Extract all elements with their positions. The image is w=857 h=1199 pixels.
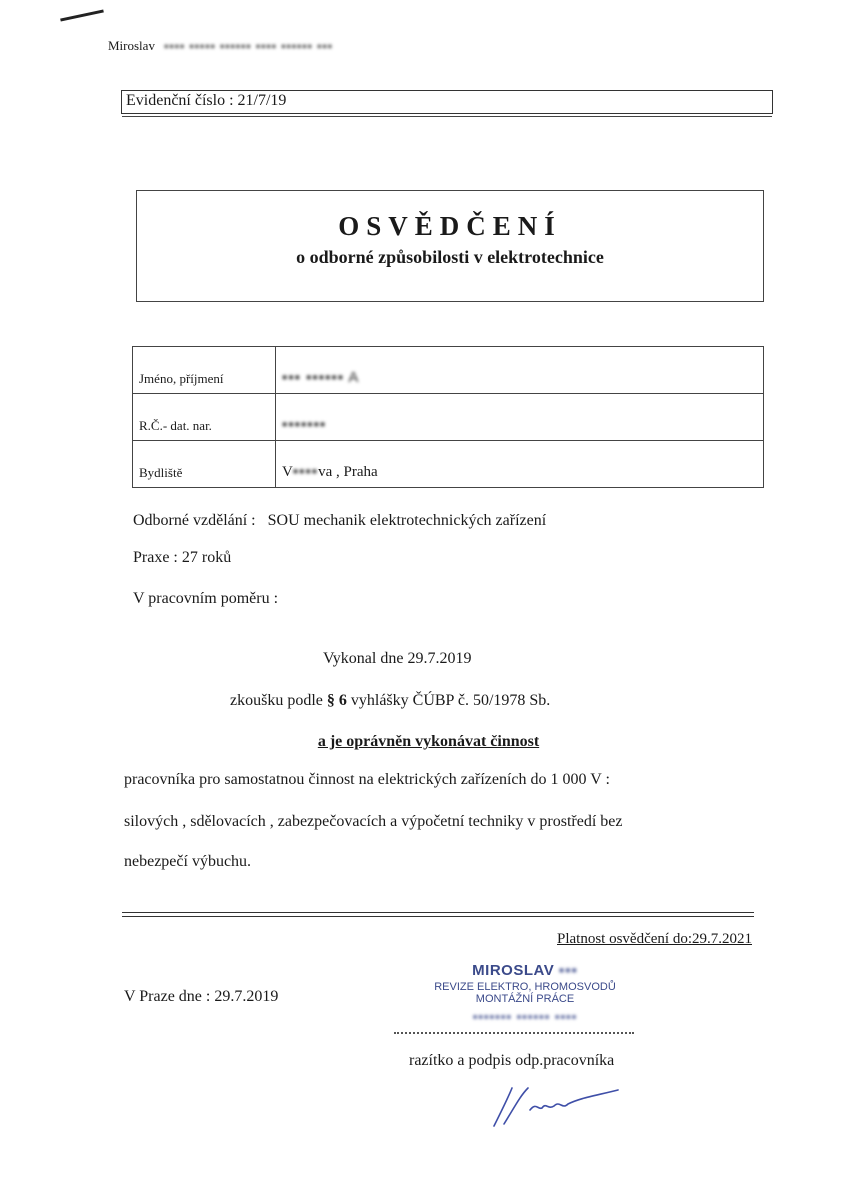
company-stamp: MIROSLAV ▪▪▪ REVIZE ELEKTRO, HROMOSVODŮ MONTÁŽNÍ PRÁCE ▪▪▪▪▪▪▪ ▪▪▪▪▪▪ ▪▪▪▪ xyxy=(434,962,616,1024)
top-pen-mark xyxy=(60,9,104,21)
evidence-number-box xyxy=(121,90,773,114)
residence-label: Bydliště xyxy=(133,441,276,488)
education-value: SOU mechanik elektrotechnických zařízení xyxy=(267,512,547,529)
table-row xyxy=(133,394,764,441)
handwritten-signature xyxy=(484,1080,624,1130)
name-label: Jméno, příjmení xyxy=(133,347,276,394)
table-row xyxy=(133,441,764,488)
praxe-label: Praxe : xyxy=(133,549,178,566)
praxe-value: 27 xyxy=(181,549,198,566)
title-box xyxy=(136,190,764,302)
birth-value: ▪▪▪▪▪▪▪ xyxy=(276,394,764,441)
personal-data-table xyxy=(132,346,764,488)
birth-label: R.Č.- dat. nar. xyxy=(133,394,276,441)
exam-date-line: Vykonal dne 29.7.2019 xyxy=(323,650,472,667)
evidence-label: Evidenční číslo : xyxy=(126,92,234,109)
header-name xyxy=(108,38,333,54)
header-first-name: Miroslav xyxy=(108,38,155,53)
authorization-line-2: silových , sdělovacích , zabezpečovacích a výpočetní techniky v prostředí bez xyxy=(124,813,623,830)
table-row xyxy=(133,347,764,394)
header-redacted: ▪▪▪▪ ▪▪▪▪▪ ▪▪▪▪▪▪ ▪▪▪▪ ▪▪▪▪▪▪ ▪▪▪ xyxy=(164,39,333,53)
authorization-line-1: pracovníka pro samostatnou činnost na elektrických zařízeních do 1 000 V : xyxy=(124,771,610,788)
place-date-line: V Praze dne : 29.7.2019 xyxy=(124,988,279,1005)
document-subtitle: o odborné způsobilosti v elektrotechnice xyxy=(296,247,604,267)
authorization-line-3: nebezpečí výbuchu. xyxy=(124,853,252,870)
education-label: Odborné vzdělání : xyxy=(133,512,256,529)
document-title: OSVĚDČENÍ xyxy=(338,211,562,241)
exam-date: 29.7.2019 xyxy=(407,650,472,667)
praxe-unit: roků xyxy=(201,549,232,566)
place-date-value: 29.7.2019 xyxy=(214,988,279,1005)
residence-value: V▪▪▪▪va , Praha xyxy=(276,441,764,488)
exam-paragraph: § 6 xyxy=(326,692,347,709)
signature-dotted-line xyxy=(394,1032,634,1035)
education-line xyxy=(133,512,546,530)
authorization-heading: a je oprávněn vykonávat činnost xyxy=(317,733,540,750)
employment-line: V pracovním poměru : xyxy=(133,590,279,607)
validity-date: Platnost osvědčení do:29.7.2021 xyxy=(557,931,752,947)
signature-caption: razítko a podpis odp.pracovníka xyxy=(409,1052,615,1069)
evidence-value: 21/7/19 xyxy=(237,92,287,109)
exam-regulation-line: zkoušku podle § 6 vyhlášky ČÚBP č. 50/1978 Sb. xyxy=(230,692,551,709)
praxe-line xyxy=(133,549,231,567)
name-value: ▪▪▪ ▪▪▪▪▪▪ A xyxy=(276,347,764,394)
double-rule-divider xyxy=(122,912,754,917)
